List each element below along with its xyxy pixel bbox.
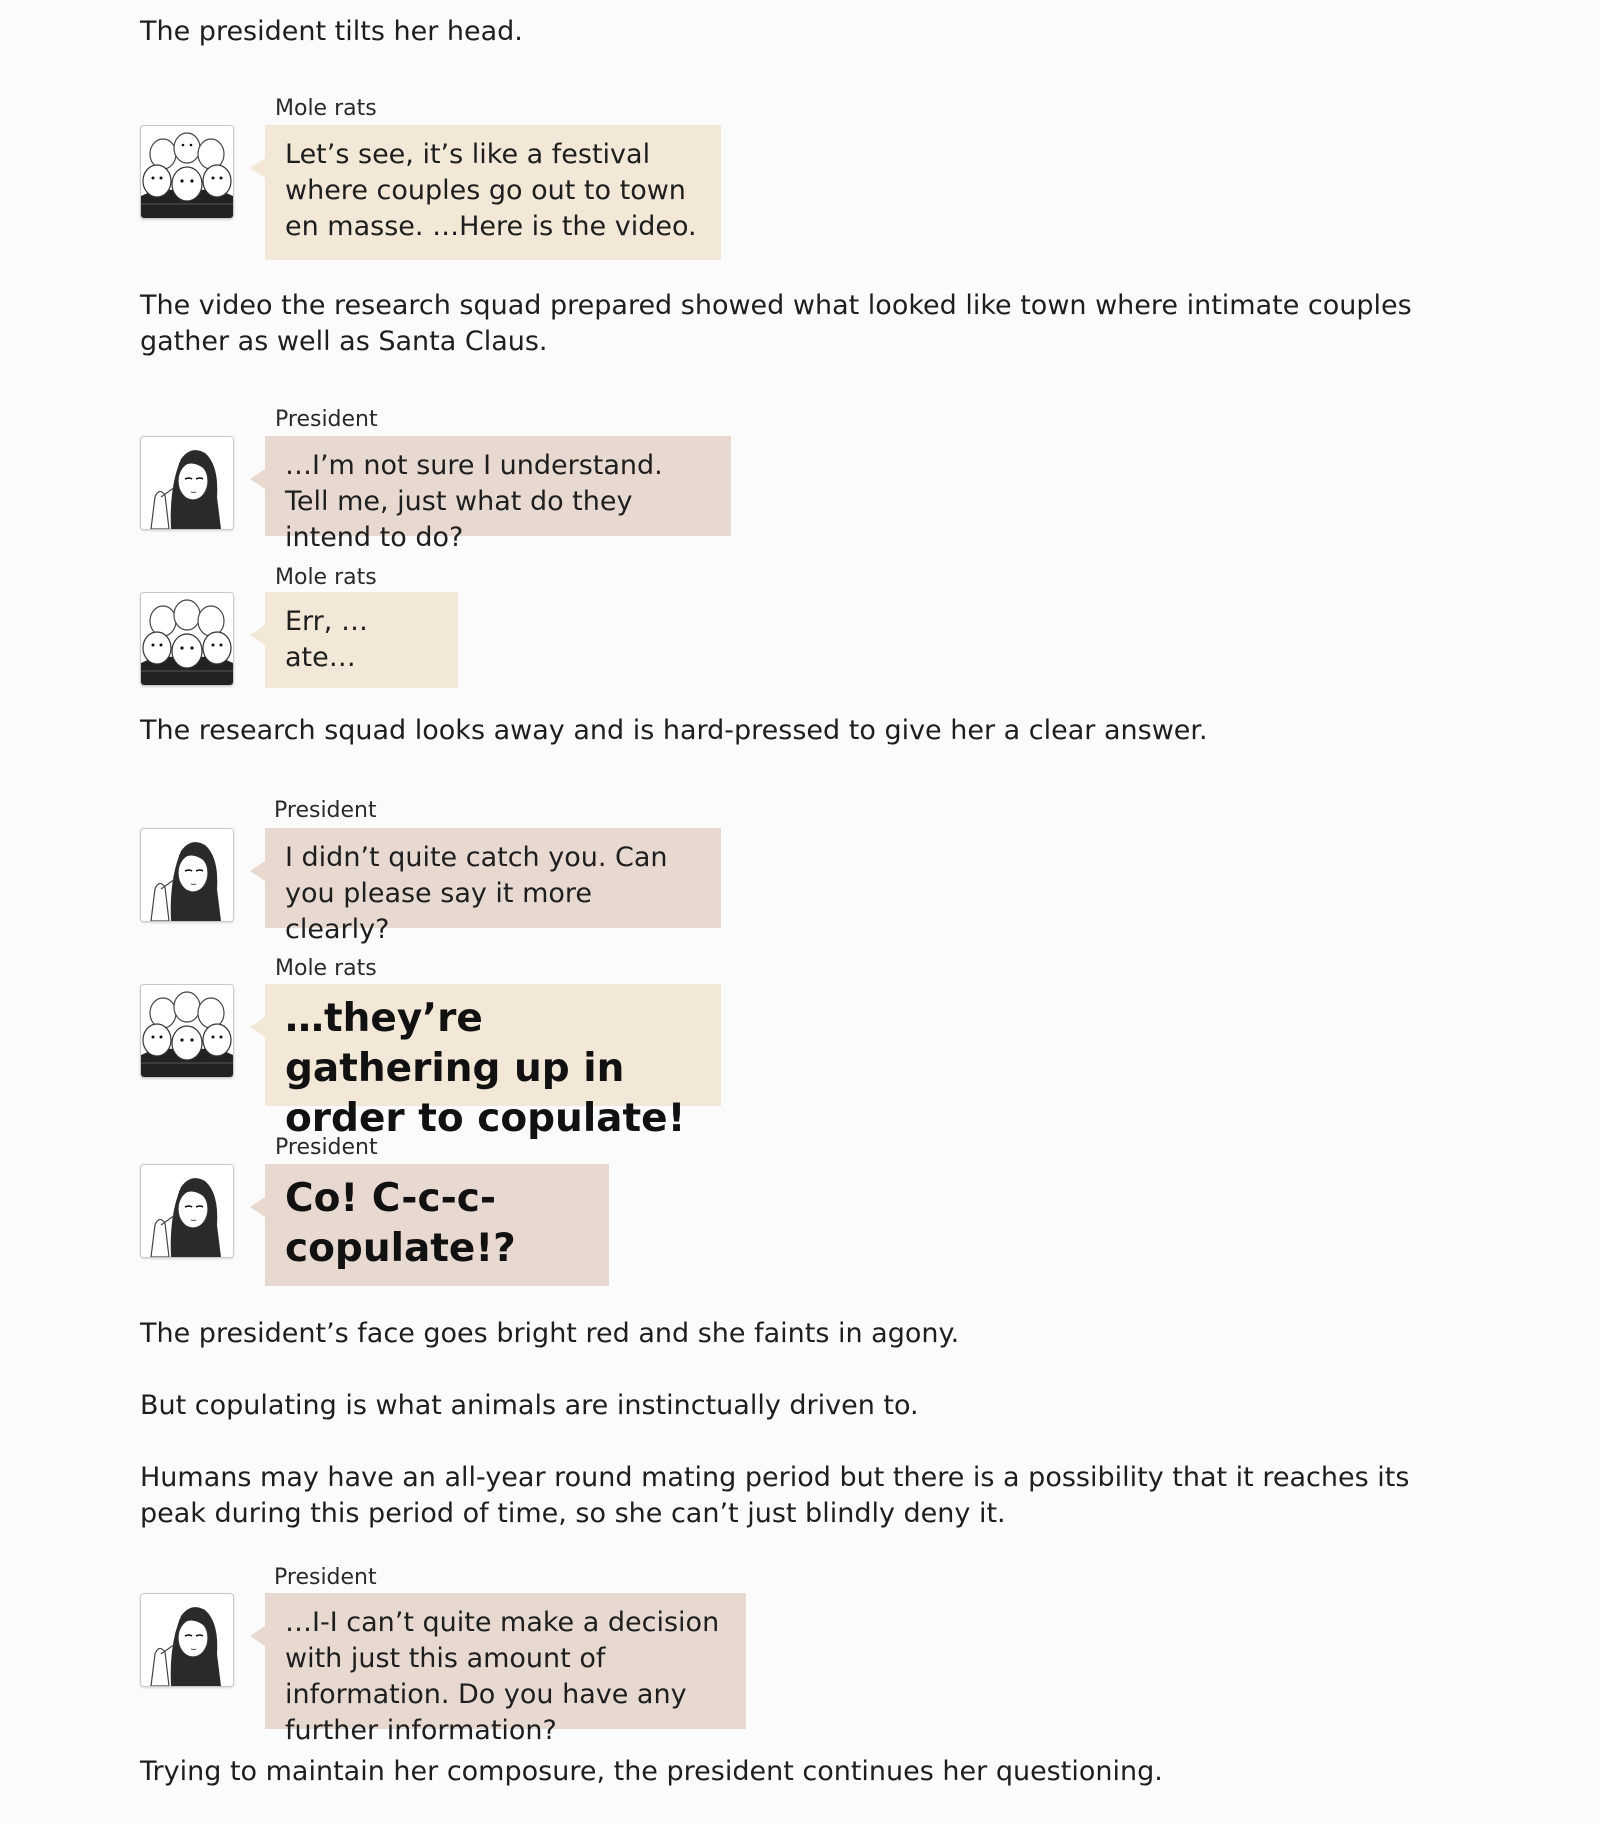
president-avatar <box>140 1164 234 1258</box>
narration-text: The video the research squad prepared showed what looked like town where intimate couples gather as well as Santa Claus. <box>140 290 1412 357</box>
president-avatar <box>140 1593 234 1687</box>
speaker-name: President <box>274 798 377 823</box>
mole-rats-avatar <box>140 592 234 686</box>
narration-text: Humans may have an all-year round mating period but there is a possibility that it reaches its peak during this period of time, so she can’t just blindly deny it. <box>140 1462 1410 1529</box>
speech-bubble: Co! C-c-c-copulate!? <box>265 1164 609 1286</box>
speaker-name: Mole rats <box>275 956 377 981</box>
speech-bubble: …they’re gathering up in order to copulate! <box>265 984 721 1106</box>
speech-bubble: Err, …ate… <box>265 592 458 688</box>
president-avatar <box>140 436 234 530</box>
speaker-name: Mole rats <box>275 96 377 121</box>
mole-rats-avatar <box>140 984 234 1078</box>
speaker-name: President <box>275 407 378 432</box>
narration-text: The president’s face goes bright red and she faints in agony. <box>140 1318 960 1349</box>
narration-text: But copulating is what animals are instinctually driven to. <box>140 1390 919 1421</box>
president-avatar <box>140 828 234 922</box>
speech-bubble: …I’m not sure I understand. Tell me, just what do they intend to do? <box>265 436 731 536</box>
speech-bubble: Let’s see, it’s like a festival where couples go out to town en masse. …Here is the video. <box>265 125 721 260</box>
narration-text: The president tilts her head. <box>140 16 523 47</box>
speaker-name: President <box>275 1135 378 1160</box>
speech-bubble: …I-I can’t quite make a decision with just this amount of information. Do you have any further information? <box>265 1593 746 1729</box>
speech-bubble: I didn’t quite catch you. Can you please say it more clearly? <box>265 828 721 928</box>
narration-text: The research squad looks away and is hard-pressed to give her a clear answer. <box>140 715 1208 746</box>
mole-rats-avatar <box>140 125 234 219</box>
speaker-name: Mole rats <box>275 565 377 590</box>
speaker-name: President <box>274 1565 377 1590</box>
narration-text: Trying to maintain her composure, the president continues her questioning. <box>140 1756 1163 1787</box>
